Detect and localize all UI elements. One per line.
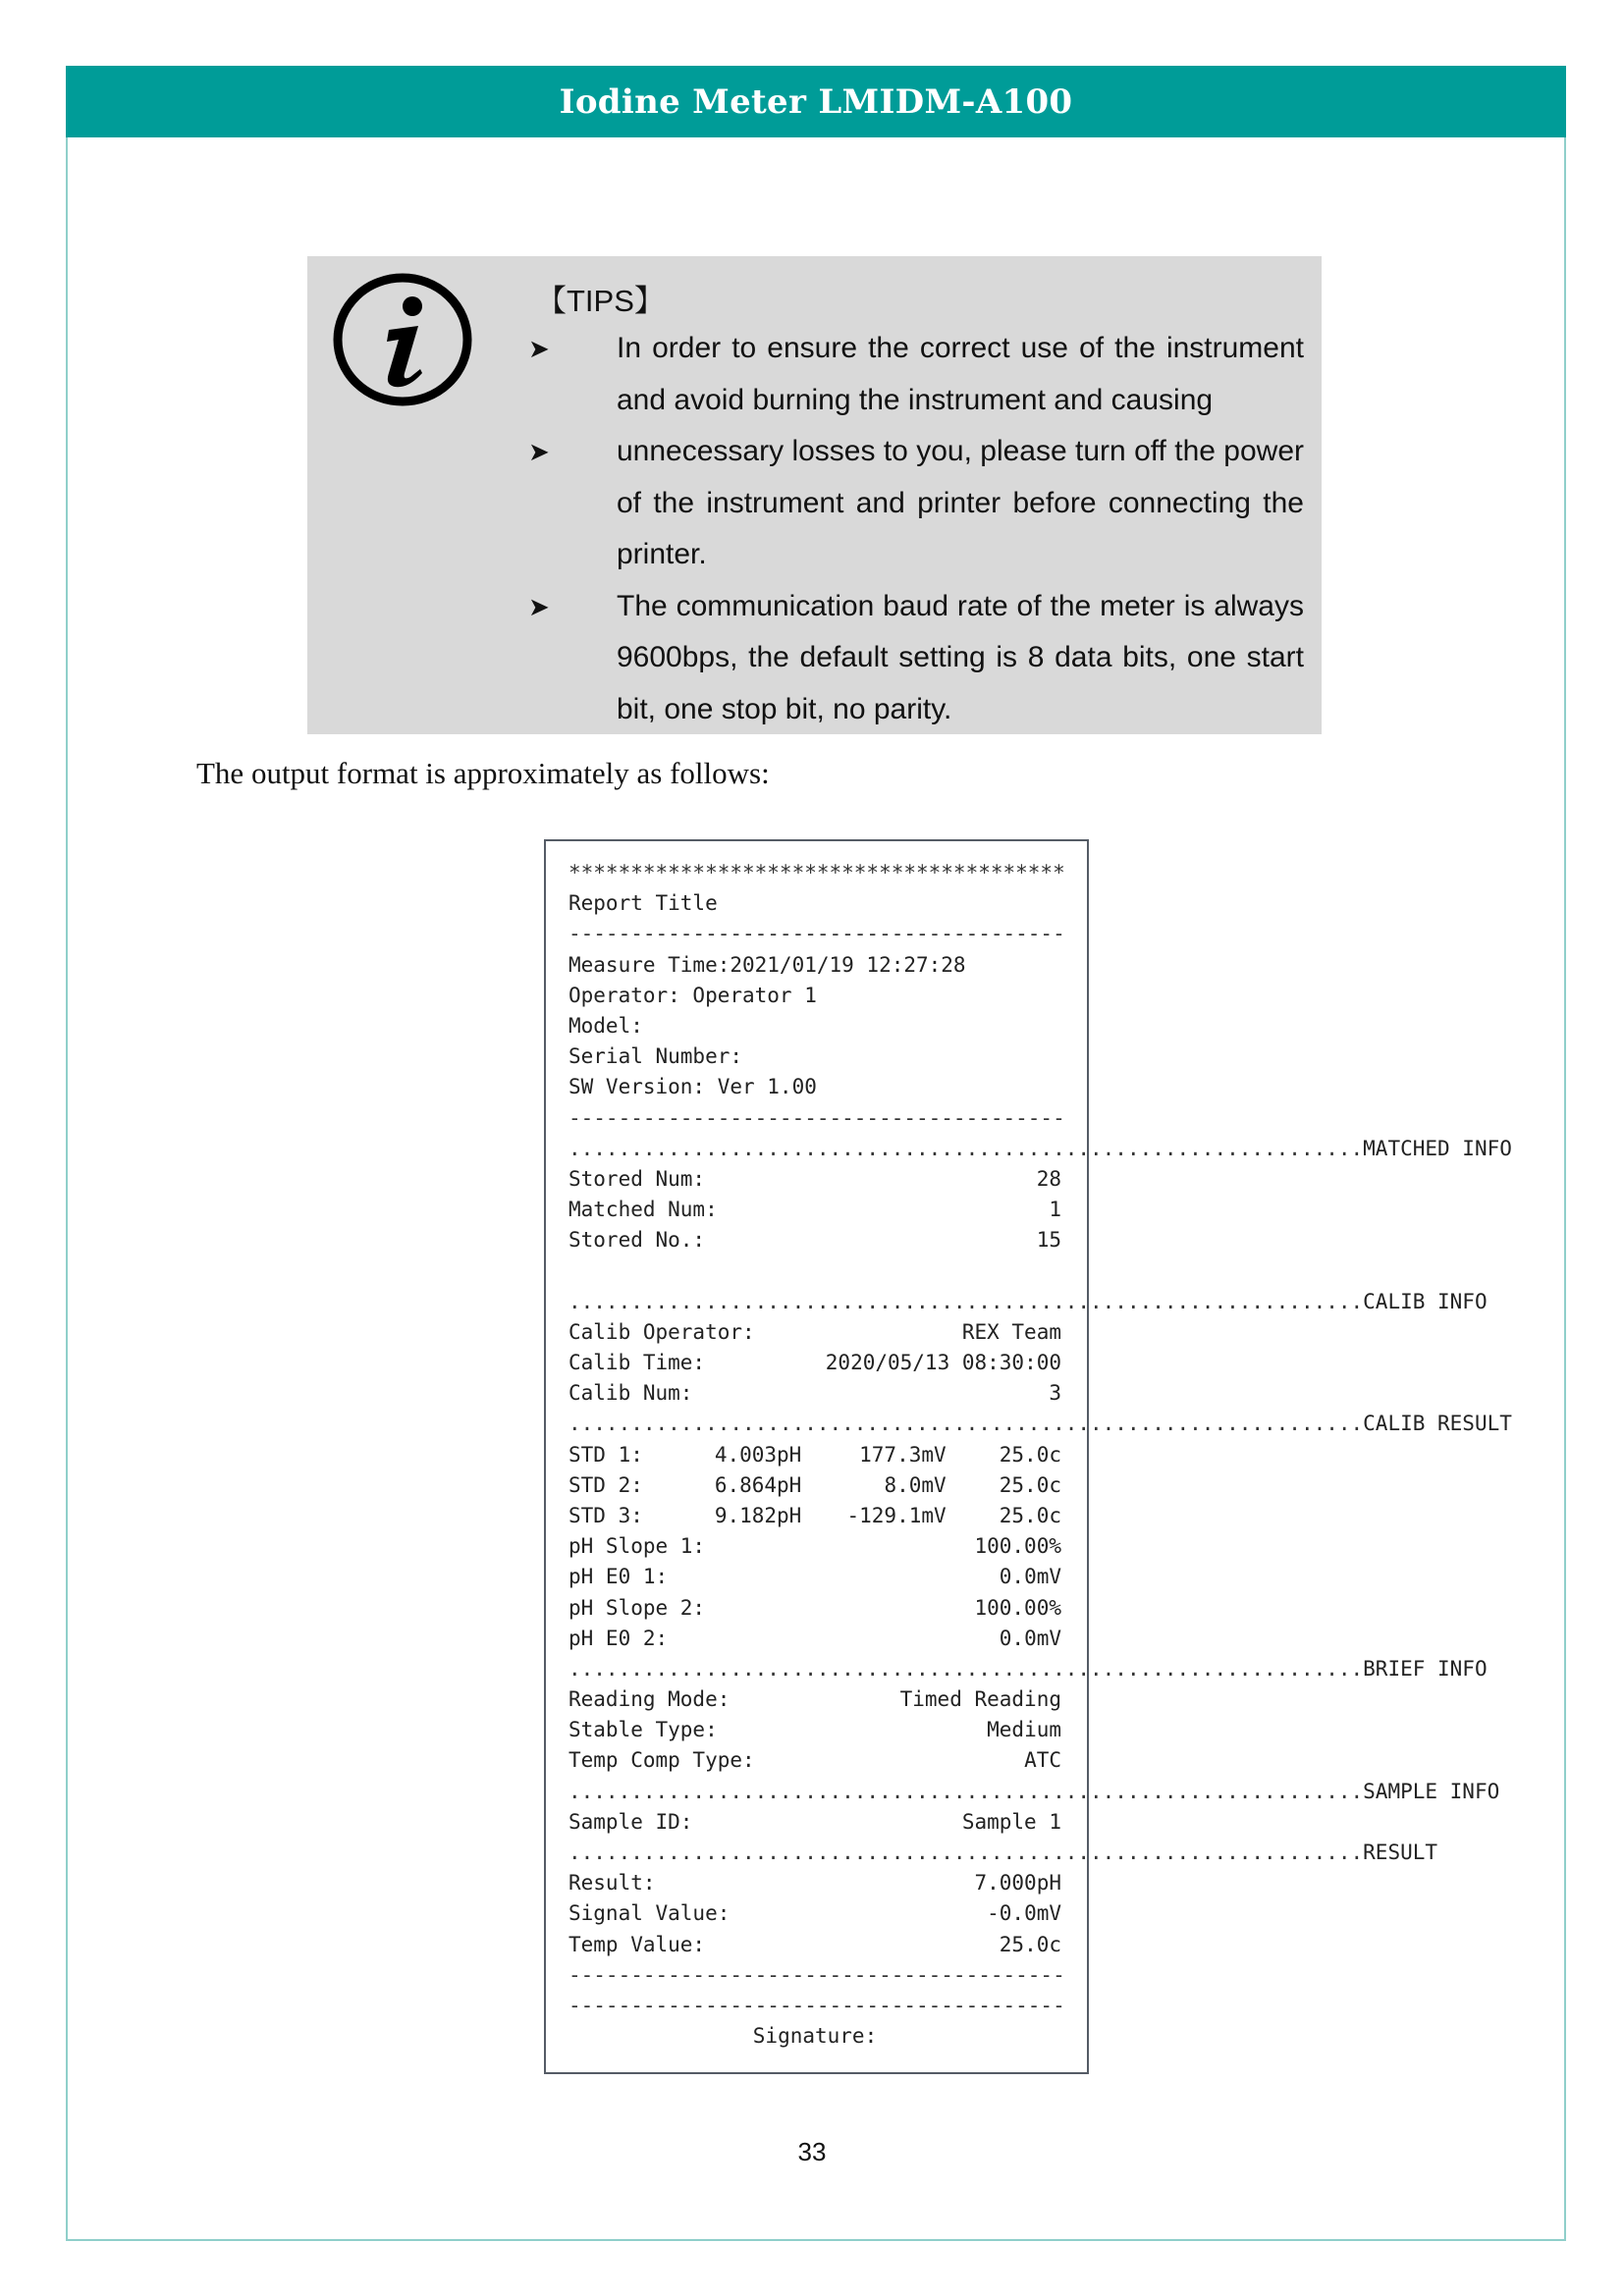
dash-separator: ---------------------------------------- — [568, 922, 1065, 946]
tips-bullet: ➤ In order to ensure the correct use of the instrument and avoid burning the instrument and causing — [528, 323, 1304, 426]
section-result: ................................................................ RESULT — [568, 1841, 1438, 1864]
tips-list — [528, 323, 1304, 735]
blank-line — [568, 1255, 1061, 1286]
stable-type: Stable Type: Medium — [568, 1718, 1061, 1742]
star-separator: **************************************** — [568, 861, 1065, 884]
ph-e0-1: pH E0 1: 0.0mV — [568, 1565, 1061, 1589]
printout-content — [568, 858, 1512, 2052]
operator: Operator: Operator 1 — [568, 983, 817, 1007]
ph-e0-2: pH E0 2: 0.0mV — [568, 1626, 1061, 1650]
arrow-bullet-icon: ➤ — [528, 437, 550, 466]
matched-num: Matched Num: 1 — [568, 1198, 1061, 1222]
arrow-bullet-icon: ➤ — [528, 334, 550, 363]
std-row: STD 3: 9.182pH -129.1mV 25.0c — [568, 1503, 1061, 1527]
section-sample-info: ................................................................ SAMPLE INFO — [568, 1779, 1500, 1803]
dash-separator: ---------------------------------------- — [568, 1962, 1065, 1987]
ph-slope-2: pH Slope 2: 100.00% — [568, 1595, 1061, 1620]
temp-value: Temp Value: 25.0c — [568, 1932, 1061, 1956]
section-calib-info: ................................................................ CALIB INFO — [568, 1289, 1488, 1313]
result: Result: 7.000pH — [568, 1871, 1061, 1896]
reading-mode: Reading Mode: Timed Reading — [568, 1687, 1061, 1712]
ph-slope-1: pH Slope 1: 100.00% — [568, 1534, 1061, 1559]
std-row: STD 2: 6.864pH 8.0mV 25.0c — [568, 1472, 1061, 1497]
model: Model: — [568, 1013, 643, 1038]
header-bar — [66, 66, 1566, 137]
page-number: 33 — [797, 2137, 827, 2166]
dash-separator: ---------------------------------------- — [568, 1993, 1065, 2017]
dash-separator: ---------------------------------------- — [568, 1105, 1065, 1130]
temp-comp-type: Temp Comp Type: ATC — [568, 1748, 1061, 1773]
stored-num: Stored Num: 28 — [568, 1166, 1061, 1191]
signature: Signature: — [752, 2024, 878, 2049]
arrow-bullet-icon: ➤ — [528, 591, 550, 621]
std-row: STD 1: 4.003pH 177.3mV 25.0c — [568, 1442, 1061, 1467]
tips-bullet: ➤ unnecessary losses to you, please turn off the power of the instrument and printer before connecting the printer. — [528, 426, 1304, 581]
calib-num: Calib Num: 3 — [568, 1381, 1061, 1406]
sw-version: SW Version: Ver 1.00 — [568, 1075, 817, 1099]
serial-number: Serial Number: — [568, 1044, 743, 1069]
calib-time: Calib Time: 2020/05/13 08:30:00 — [568, 1351, 1061, 1374]
tips-bullet: ➤ The communication baud rate of the meter is always 9600bps, the default setting is 8 data bits, one start bit, one stop bit, no parity. — [528, 581, 1304, 736]
section-matched-info: ................................................................ MATCHED INFO — [568, 1136, 1512, 1160]
sample-id: Sample ID: Sample 1 — [568, 1809, 1061, 1834]
info-icon — [332, 271, 474, 408]
stored-no: Stored No.: 15 — [568, 1228, 1061, 1253]
printout-sample — [544, 839, 1512, 2074]
signal-value: Signal Value: -0.0mV — [568, 1901, 1061, 1926]
document-title: Iodine Meter LMIDM-A100 — [559, 81, 1073, 122]
tips-heading: 【TIPS】 — [536, 284, 665, 318]
section-brief-info: ................................................................ BRIEF INFO — [568, 1656, 1488, 1681]
output-format-intro: The output format is approximately as follows: — [196, 756, 770, 790]
tips-box — [307, 256, 1322, 734]
calib-operator: Calib Operator: REX Team — [568, 1319, 1061, 1344]
measure-time: Measure Time:2021/01/19 12:27:28 — [568, 952, 966, 977]
section-calib-result: ................................................................ CALIB RESULT — [568, 1412, 1512, 1436]
report-title: Report Title — [568, 891, 718, 916]
